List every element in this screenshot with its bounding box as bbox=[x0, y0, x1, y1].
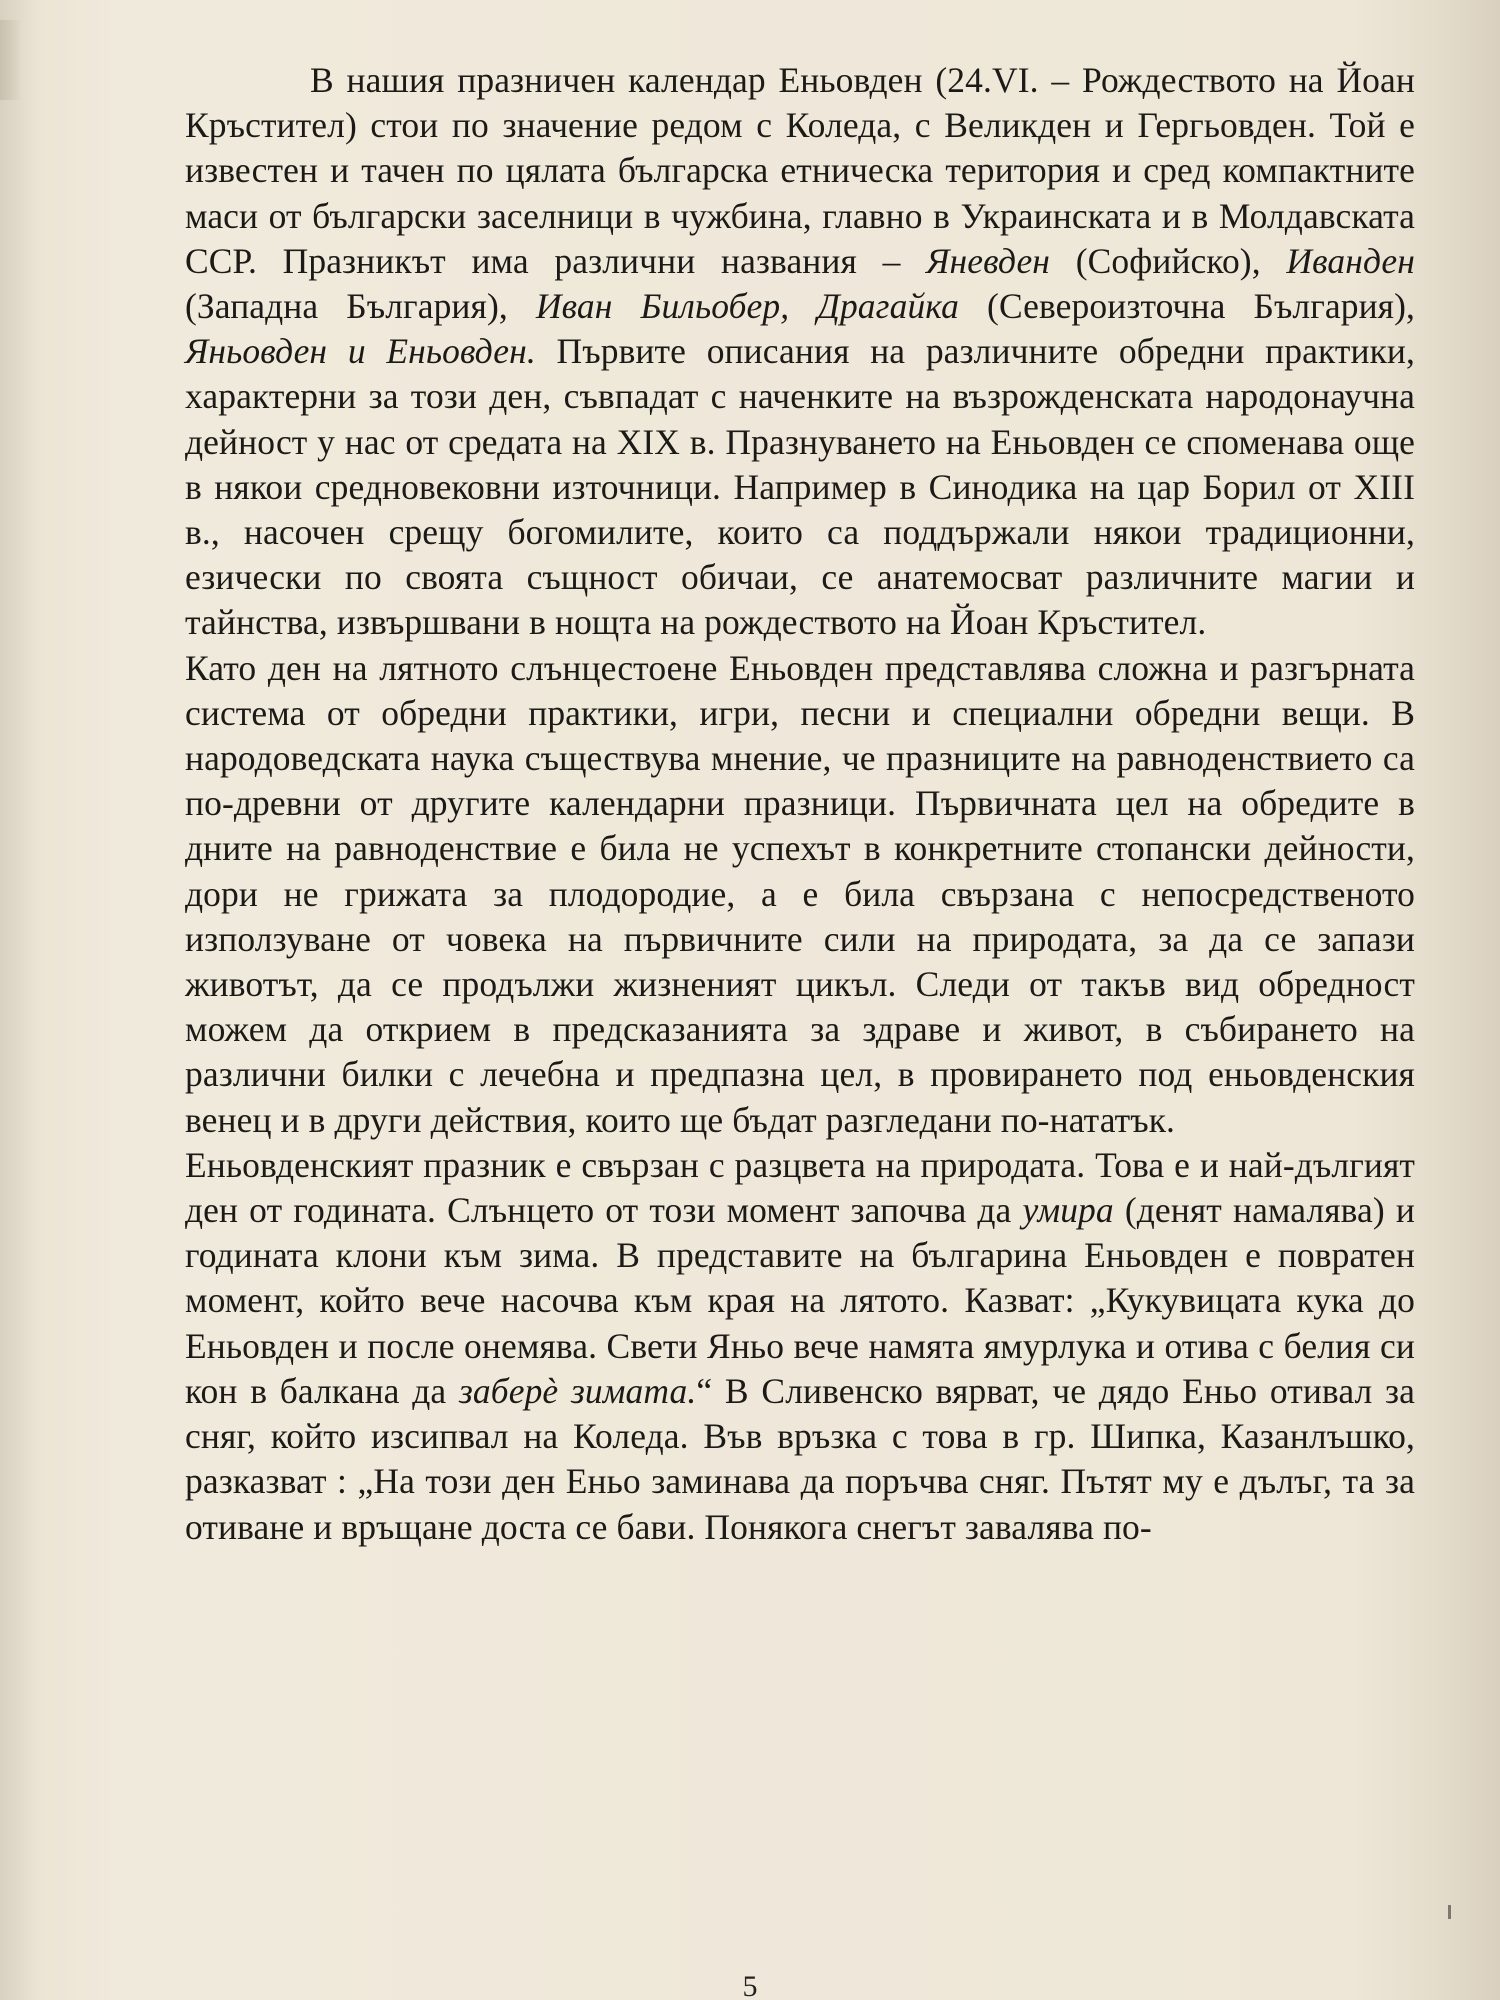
text-run: “ В Сливенско вярват, че дядо Еньо отивал за сняг, който изсипвал на Коледа. Във връзка с това в гр. Шипка, Казанлъшко, разказват : „На този ден Еньо заминава да поръчва сняг. Пътят му е дълъг, та за отиване и връщане доста се бави. Понякога снегът завалява по- bbox=[185, 1370, 1415, 1547]
text-run: Като ден на лятното слънцестоене Еньовден представлява сложна и разгърната система от обредни практики, игри, песни и специални обредни вещи. В народоведската наука съществува мнение, че празниците на равноденствието са по-древни от другите календарни празници. Първичната цел на обредите в дните на равноденствие е била не успехът в конкретните стопански дейности, дори не грижата за плодородие, а е била свързана с непосредственото използуване от човека на първичните сили на природата, за да се запази животът, да се продължи жизненият цикъл. Следи от такъв вид обредност можем да открием в предсказанията за здраве и живот, в събирането на различни билки с лечебна и предпазна цел, в провирането под еньовденския венец и в други действия, които ще бъдат разгледани по-нататък. bbox=[185, 647, 1415, 1140]
italic-term: заберѐ зимата. bbox=[458, 1370, 697, 1411]
page-edge-shadow bbox=[0, 20, 22, 100]
print-speck bbox=[1448, 1905, 1451, 1919]
text-run: (денят намалява) и годината клони към зима. В представите на българина Еньовден е повратен момент, който вече насочва към края на лятото. Казват: „Кукувицата кука до Еньовден и после онемява. Свети Яньо вече намята ямурлука и отива с белия си кон в балкана да bbox=[185, 1190, 1415, 1411]
text-run: Еньовденският празник е свързан с разцвета на природата. Това е и най-дългият ден от годината. Слънцето от този момент започва да bbox=[185, 1144, 1415, 1231]
text-run: В нашия празничен календар Еньовден (24.VI. – Рождеството на Йоан Кръстител) стои по значение редом с Коледа, с Великден и Гергьовден. Той е известен и тачен по цялата българска етническа територия и сред компактните маси от български заселници в чужбина, главно в Украинската и в Молдавската ССР. Празникът има различни названия – bbox=[185, 60, 1415, 281]
italic-term: Яньовден и Еньовден. bbox=[185, 331, 536, 372]
italic-term: Иван Бильобер, Драгайка bbox=[535, 286, 959, 327]
paragraph-3 bbox=[185, 1143, 1415, 1550]
text-run: (Софийско), bbox=[1050, 240, 1287, 281]
paragraph-1 bbox=[185, 58, 1415, 646]
text-run: Първите описания на различните обредни практики, характерни за този ден, съвпадат с наченките на възрожденската народонаучна дейност у нас от средата на XIX в. Празнуването на Еньовден се споменава още в някои средновековни източници. Например в Синодика на цар Борил от XIII в., насочен срещу богомилите, които са поддържали някои традиционни, езически по своята същност обичаи, се анатемосват различните магии и тайнства, извършвани в нощта на рождеството на Йоан Кръстител. bbox=[185, 331, 1415, 643]
page-number: 5 bbox=[742, 1970, 758, 2000]
text-run: (Западна България), bbox=[185, 286, 536, 327]
body-text bbox=[185, 58, 1415, 1550]
paragraph-2 bbox=[185, 646, 1415, 1143]
italic-term: Яневден bbox=[926, 240, 1051, 281]
italic-term: Иванден bbox=[1286, 240, 1415, 281]
italic-term: умира bbox=[1022, 1190, 1114, 1231]
text-run: (Североизточна България), bbox=[958, 286, 1416, 327]
